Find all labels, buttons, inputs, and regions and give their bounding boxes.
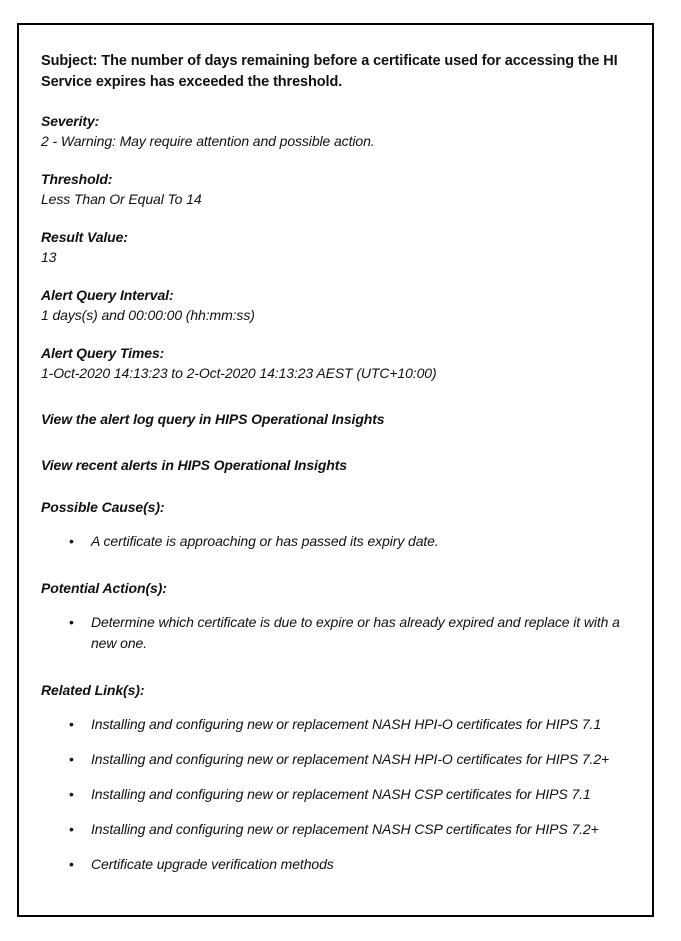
list-item-label[interactable]: Certificate upgrade verification methods — [91, 856, 334, 872]
bullet-icon: • — [69, 786, 74, 802]
result-value-value: 13 — [41, 249, 57, 265]
bullet-icon: • — [69, 821, 74, 837]
list-item-label[interactable]: Installing and configuring new or replacement NASH HPI-O certificates for HIPS 7.1 — [91, 716, 602, 732]
severity-value: 2 - Warning: May require attention and possible action. — [41, 133, 375, 149]
view-alert-log-query-link[interactable]: View the alert log query in HIPS Operational Insights — [41, 411, 385, 427]
threshold-value: Less Than Or Equal To 14 — [41, 191, 202, 207]
alert-query-times-heading: Alert Query Times: — [41, 345, 165, 361]
possible-causes-list — [41, 531, 630, 552]
bullet-icon: • — [69, 856, 74, 872]
threshold-heading: Threshold: — [41, 171, 113, 187]
related-links-heading: Related Link(s): — [41, 682, 145, 698]
potential-actions-heading: Potential Action(s): — [41, 580, 167, 596]
view-recent-alerts-link[interactable]: View recent alerts in HIPS Operational Insights — [41, 457, 347, 473]
bullet-icon: • — [69, 614, 74, 630]
alert-notification-card — [17, 23, 654, 917]
bullet-icon: • — [69, 533, 74, 549]
section-alert-query-interval — [41, 285, 630, 325]
section-severity — [41, 111, 630, 151]
list-item-label: Determine which certificate is due to expire or has already expired and replace it with a new one. — [91, 614, 620, 651]
list-item[interactable] — [41, 819, 630, 840]
alert-query-interval-value: 1 days(s) and 00:00:00 (hh:mm:ss) — [41, 307, 255, 323]
section-possible-causes — [41, 497, 630, 552]
potential-actions-list — [41, 612, 630, 654]
possible-causes-heading: Possible Cause(s): — [41, 499, 165, 515]
list-item[interactable] — [41, 854, 630, 875]
alert-query-times-value: 1-Oct-2020 14:13:23 to 2-Oct-2020 14:13:23 AEST (UTC+10:00) — [41, 365, 437, 381]
section-alert-query-times — [41, 343, 630, 383]
bullet-icon: • — [69, 751, 74, 767]
list-item[interactable] — [41, 749, 630, 770]
alert-query-interval-heading: Alert Query Interval: — [41, 287, 174, 303]
bullet-icon: • — [69, 716, 74, 732]
related-links-list — [41, 714, 630, 875]
list-item — [41, 612, 630, 654]
list-item-label[interactable]: Installing and configuring new or replacement NASH CSP certificates for HIPS 7.2+ — [91, 821, 599, 837]
list-item[interactable] — [41, 784, 630, 805]
alert-subject: Subject: The number of days remaining before a certificate used for accessing the HI Service expires has exceeded the threshold. — [41, 53, 618, 90]
list-item — [41, 531, 630, 552]
list-item-label: A certificate is approaching or has passed its expiry date. — [91, 533, 439, 549]
section-related-links — [41, 680, 630, 875]
section-threshold — [41, 169, 630, 209]
list-item-label[interactable]: Installing and configuring new or replacement NASH HPI-O certificates for HIPS 7.2+ — [91, 751, 610, 767]
severity-heading: Severity: — [41, 113, 100, 129]
section-potential-actions — [41, 578, 630, 654]
list-item-label[interactable]: Installing and configuring new or replacement NASH CSP certificates for HIPS 7.1 — [91, 786, 591, 802]
section-result-value — [41, 227, 630, 267]
result-value-heading: Result Value: — [41, 229, 128, 245]
list-item[interactable] — [41, 714, 630, 735]
